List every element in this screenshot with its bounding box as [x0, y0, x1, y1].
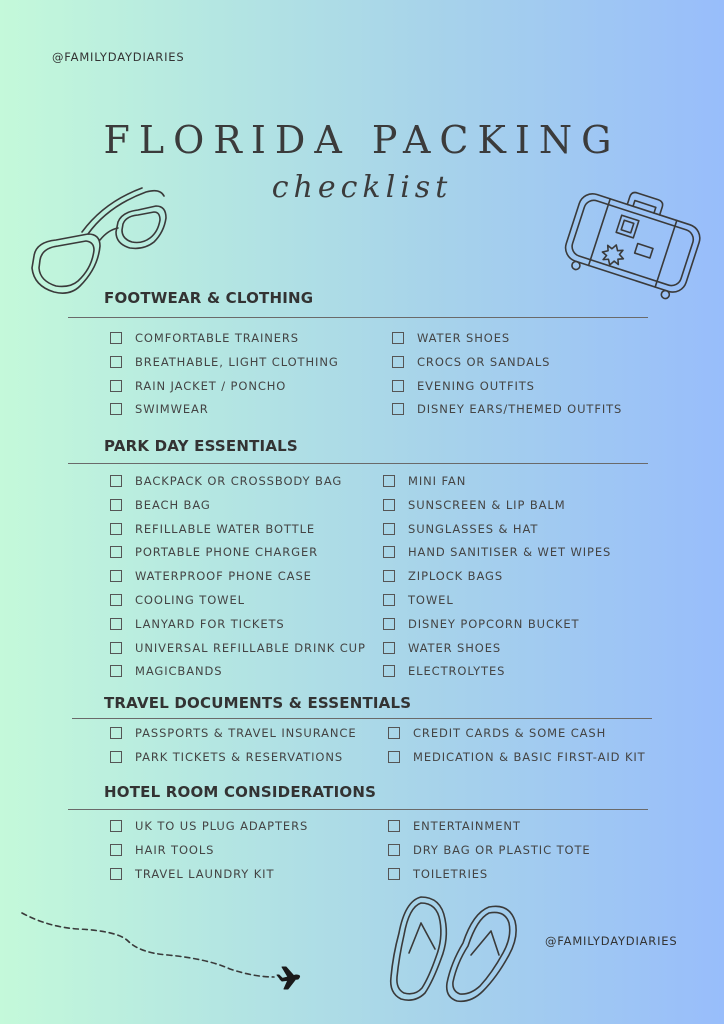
checklist-item-label: COOLING TOWEL — [135, 593, 245, 607]
checklist-item[interactable] — [383, 617, 579, 631]
checkbox[interactable] — [392, 380, 404, 392]
checklist-item-label: TOWEL — [408, 593, 454, 607]
checklist-item[interactable] — [110, 867, 274, 881]
checklist-item[interactable] — [383, 522, 538, 536]
checkbox[interactable] — [383, 570, 395, 582]
checklist-item-label: DISNEY POPCORN BUCKET — [408, 617, 580, 631]
checklist-item[interactable] — [383, 498, 566, 512]
checklist-item[interactable] — [392, 331, 510, 345]
checklist-item[interactable] — [388, 750, 646, 764]
checkbox[interactable] — [110, 332, 122, 344]
checklist-item[interactable] — [383, 641, 501, 655]
checklist-item-label: PASSPORTS & TRAVEL INSURANCE — [135, 726, 357, 740]
checklist-item[interactable] — [383, 545, 611, 559]
checklist-item-label: MINI FAN — [408, 474, 467, 488]
checklist-item-label: COMFORTABLE TRAINERS — [135, 331, 300, 345]
checklist-item[interactable] — [388, 819, 521, 833]
checkbox[interactable] — [110, 380, 122, 392]
checkbox[interactable] — [383, 523, 395, 535]
checklist-item[interactable] — [110, 593, 245, 607]
checklist-item[interactable] — [392, 379, 535, 393]
airplane-icon — [18, 905, 308, 995]
checkbox[interactable] — [110, 594, 122, 606]
checklist-item-label: MAGICBANDS — [135, 664, 223, 678]
checklist-item-label: TOILETRIES — [413, 867, 489, 881]
checkbox[interactable] — [383, 546, 395, 558]
checklist-item-label: SUNSCREEN & LIP BALM — [408, 498, 566, 512]
checkbox[interactable] — [110, 665, 122, 677]
flip-flops-icon — [385, 893, 525, 1005]
checkbox[interactable] — [383, 499, 395, 511]
checklist-item-label: ZIPLOCK BAGS — [408, 569, 504, 583]
checklist-item-label: LANYARD FOR TICKETS — [135, 617, 285, 631]
checklist-item[interactable] — [388, 867, 488, 881]
checklist-item-label: SWIMWEAR — [135, 402, 209, 416]
checklist-item[interactable] — [383, 664, 505, 678]
checklist-item-label: ENTERTAINMENT — [413, 819, 521, 833]
section-heading: PARK DAY ESSENTIALS — [104, 437, 298, 455]
page-title: FLORIDA PACKING — [103, 118, 621, 162]
section-heading: HOTEL ROOM CONSIDERATIONS — [104, 783, 377, 801]
page-subtitle: checklist — [271, 170, 453, 205]
checklist-item[interactable] — [110, 843, 214, 857]
checkbox[interactable] — [383, 642, 395, 654]
checklist-item-label: CROCS OR SANDALS — [417, 355, 551, 369]
checklist-item-label: HAND SANITISER & WET WIPES — [408, 545, 612, 559]
checklist-item-label: UK TO US PLUG ADAPTERS — [135, 819, 309, 833]
checkbox[interactable] — [388, 820, 400, 832]
checklist-item[interactable] — [110, 750, 343, 764]
checkbox[interactable] — [388, 868, 400, 880]
checklist-item[interactable] — [110, 402, 209, 416]
checklist-item-label: WATER SHOES — [408, 641, 502, 655]
section-heading: TRAVEL DOCUMENTS & ESSENTIALS — [104, 694, 412, 712]
checklist-item-label: RAIN JACKET / PONCHO — [135, 379, 287, 393]
checklist-item[interactable] — [110, 641, 366, 655]
checklist-item[interactable] — [388, 843, 591, 857]
checkbox[interactable] — [110, 475, 122, 487]
section-divider — [72, 718, 652, 719]
checkbox[interactable] — [110, 727, 122, 739]
suitcase-icon — [558, 180, 708, 305]
checklist-item[interactable] — [392, 355, 550, 369]
checklist-item-label: REFILLABLE WATER BOTTLE — [135, 522, 316, 536]
checklist-item-label: HAIR TOOLS — [135, 843, 215, 857]
checklist-item[interactable] — [383, 474, 466, 488]
checklist-item[interactable] — [110, 522, 315, 536]
checkbox[interactable] — [110, 570, 122, 582]
checklist-item[interactable] — [110, 355, 339, 369]
checkbox[interactable] — [388, 844, 400, 856]
checklist-item[interactable] — [110, 498, 211, 512]
checkbox[interactable] — [392, 356, 404, 368]
checklist-item[interactable] — [110, 664, 222, 678]
checklist-item-label: BREATHABLE, LIGHT CLOTHING — [135, 355, 339, 369]
checkbox[interactable] — [388, 727, 400, 739]
checklist-item-label: CREDIT CARDS & SOME CASH — [413, 726, 607, 740]
checkbox[interactable] — [110, 403, 122, 415]
checkbox[interactable] — [388, 751, 400, 763]
checklist-item[interactable] — [110, 569, 312, 583]
checkbox[interactable] — [392, 332, 404, 344]
checkbox[interactable] — [110, 751, 122, 763]
checklist-item-label: DRY BAG OR PLASTIC TOTE — [413, 843, 591, 857]
checklist-item-label: WATER SHOES — [417, 331, 511, 345]
checkbox[interactable] — [110, 868, 122, 880]
checklist-item-label: UNIVERSAL REFILLABLE DRINK CUP — [135, 641, 366, 655]
checklist-item-label: PARK TICKETS & RESERVATIONS — [135, 750, 344, 764]
sunglasses-icon — [26, 182, 176, 302]
checkbox[interactable] — [110, 642, 122, 654]
checklist-item[interactable] — [110, 474, 342, 488]
checklist-item[interactable] — [110, 331, 299, 345]
handle-top: @FAMILYDAYDIARIES — [52, 50, 185, 64]
checkbox[interactable] — [392, 403, 404, 415]
checklist-item-label: MEDICATION & BASIC FIRST-AID KIT — [413, 750, 646, 764]
checklist-item-label: SUNGLASSES & HAT — [408, 522, 539, 536]
checkbox[interactable] — [110, 618, 122, 630]
checkbox[interactable] — [110, 546, 122, 558]
checkbox[interactable] — [383, 665, 395, 677]
checklist-item[interactable] — [383, 593, 454, 607]
checklist-item[interactable] — [383, 569, 503, 583]
checklist-item-label: DISNEY EARS/THEMED OUTFITS — [417, 402, 623, 416]
checklist-item-label: BACKPACK OR CROSSBODY BAG — [135, 474, 343, 488]
checkbox[interactable] — [383, 475, 395, 487]
checklist-item-label: TRAVEL LAUNDRY KIT — [135, 867, 275, 881]
checklist-item-label: EVENING OUTFITS — [417, 379, 535, 393]
section-divider — [68, 463, 648, 464]
checkbox[interactable] — [383, 618, 395, 630]
handle-bottom: @FAMILYDAYDIARIES — [545, 934, 678, 948]
checkbox[interactable] — [110, 523, 122, 535]
checkbox[interactable] — [383, 594, 395, 606]
checkbox[interactable] — [110, 820, 122, 832]
section-divider — [68, 809, 648, 810]
checklist-item-label: BEACH BAG — [135, 498, 211, 512]
checkbox[interactable] — [110, 499, 122, 511]
checklist-item-label: WATERPROOF PHONE CASE — [135, 569, 312, 583]
checklist-item[interactable] — [388, 726, 606, 740]
checkbox[interactable] — [110, 844, 122, 856]
checkbox[interactable] — [110, 356, 122, 368]
checklist-item[interactable] — [392, 402, 622, 416]
checklist-item[interactable] — [110, 617, 285, 631]
checklist-item[interactable] — [110, 379, 286, 393]
checklist-item[interactable] — [110, 726, 357, 740]
checklist-item[interactable] — [110, 545, 318, 559]
section-divider — [68, 317, 648, 318]
checklist-item-label: ELECTROLYTES — [408, 664, 506, 678]
section-heading: FOOTWEAR & CLOTHING — [104, 289, 314, 307]
checklist-item-label: PORTABLE PHONE CHARGER — [135, 545, 319, 559]
checklist-item[interactable] — [110, 819, 308, 833]
